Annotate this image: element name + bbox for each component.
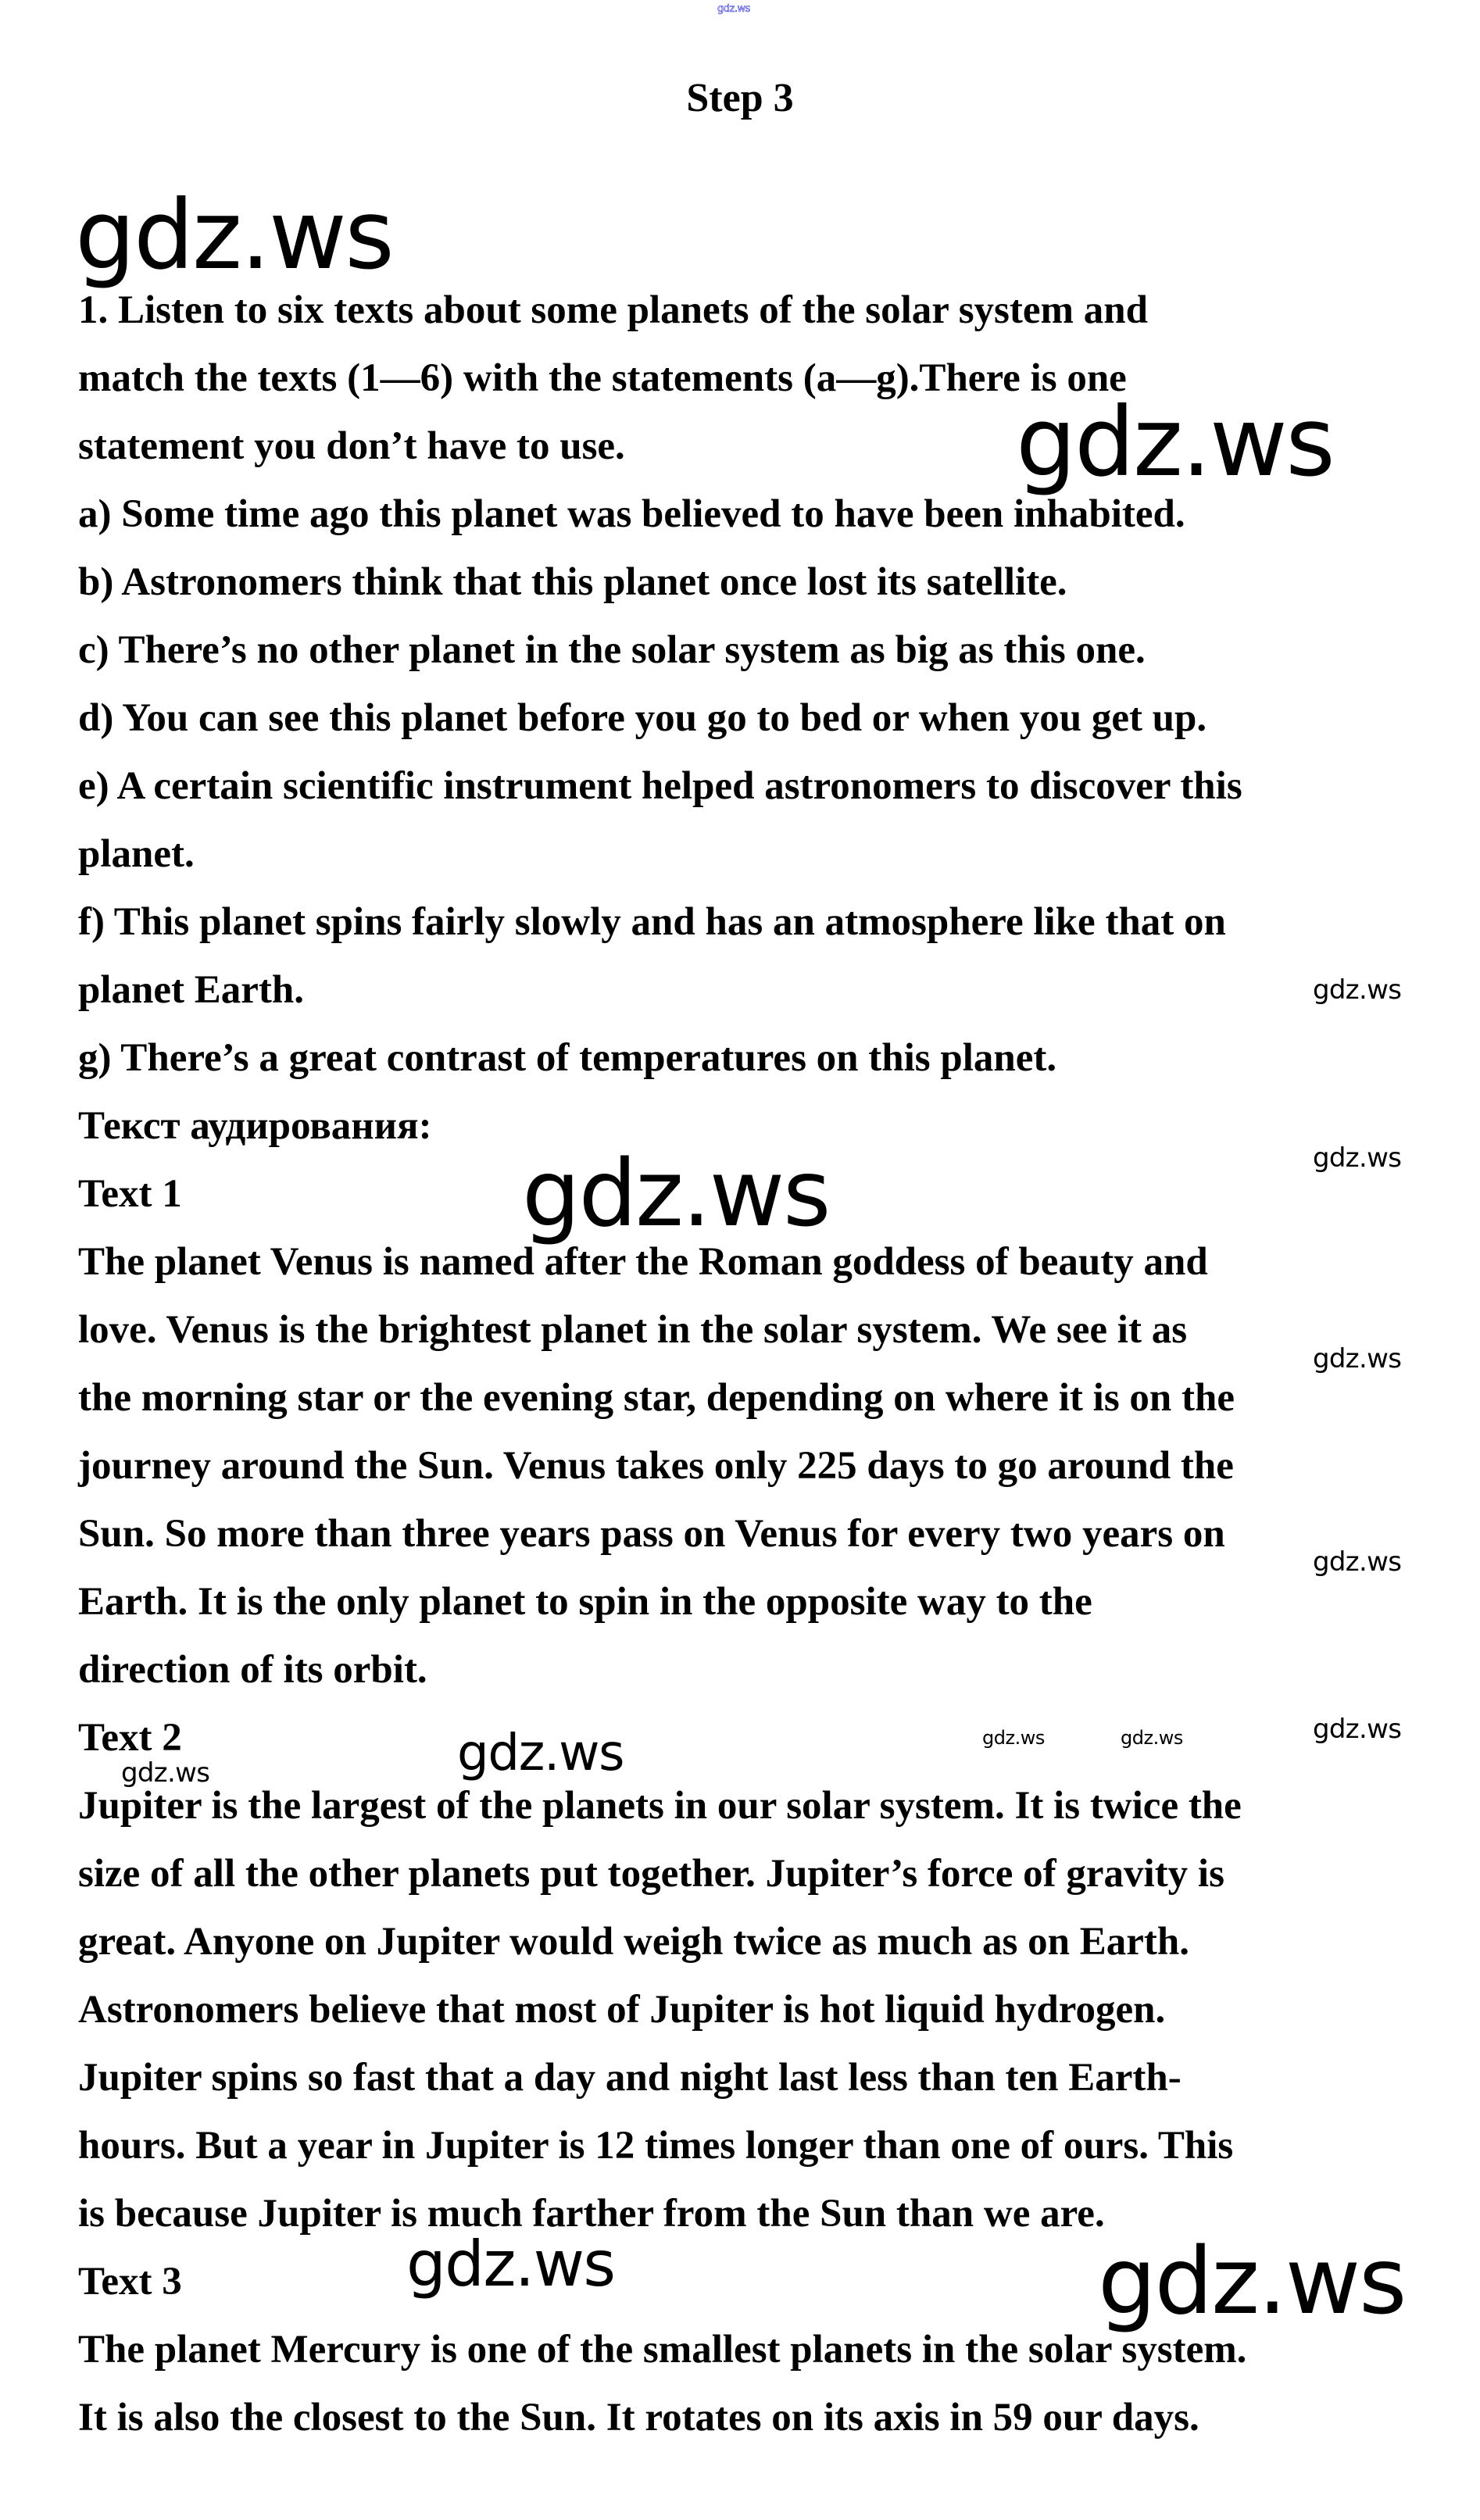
text-3-line: The planet Mercury is one of the smallest planets in the solar system. bbox=[78, 2328, 1247, 2372]
statement-g: g) There’s a great contrast of temperatures on this planet. bbox=[78, 1036, 1057, 1080]
watermark: gdz.ws bbox=[406, 2228, 615, 2300]
instruction-line: statement you don’t have to use. bbox=[78, 424, 625, 468]
top-watermark: gdz.ws bbox=[717, 3, 750, 15]
page-title: Step 3 bbox=[686, 76, 794, 120]
text-2-line: is because Jupiter is much farther from the Sun than we are. bbox=[78, 2192, 1105, 2236]
text-3-line: It is also the closest to the Sun. It rotates on its axis in 59 our days. bbox=[78, 2396, 1199, 2440]
watermark: gdz.ws bbox=[1121, 1727, 1183, 1749]
statement-e: e) A certain scientific instrument helped astronomers to discover this bbox=[78, 764, 1242, 808]
instruction-line: 1. Listen to six texts about some planets of the solar system and bbox=[78, 288, 1148, 332]
text-1-line: Sun. So more than three years pass on Venus for every two years on bbox=[78, 1512, 1225, 1556]
listening-heading: Текст аудирования: bbox=[78, 1104, 432, 1148]
text-2-heading: Text 2 bbox=[78, 1716, 182, 1760]
statement-d: d) You can see this planet before you go to bed or when you get up. bbox=[78, 696, 1207, 740]
text-1-heading: Text 1 bbox=[78, 1172, 182, 1216]
statement-e-cont: planet. bbox=[78, 832, 195, 876]
text-2-line: Astronomers believe that most of Jupiter is hot liquid hydrogen. bbox=[78, 1988, 1166, 2032]
text-1-line: journey around the Sun. Venus takes only 225 days to go around the bbox=[78, 1444, 1234, 1488]
statement-b: b) Astronomers think that this planet once lost its satellite. bbox=[78, 560, 1067, 604]
statement-f-cont: planet Earth. bbox=[78, 968, 305, 1012]
watermark: gdz.ws bbox=[1098, 2227, 1406, 2335]
text-1-line: Earth. It is the only planet to spin in the opposite way to the bbox=[78, 1580, 1092, 1624]
watermark: gdz.ws bbox=[1313, 1343, 1402, 1374]
text-3-heading: Text 3 bbox=[78, 2260, 182, 2304]
statement-c: c) There’s no other planet in the solar system as big as this one. bbox=[78, 628, 1146, 672]
text-1-line: direction of its orbit. bbox=[78, 1648, 427, 1692]
text-1-line: the morning star or the evening star, depending on where it is on the bbox=[78, 1376, 1235, 1420]
text-1-line: love. Venus is the brightest planet in the solar system. We see it as bbox=[78, 1308, 1188, 1352]
statement-f: f) This planet spins fairly slowly and has an atmosphere like that on bbox=[78, 900, 1226, 944]
watermark: gdz.ws bbox=[1016, 387, 1334, 498]
statement-a: a) Some time ago this planet was believed to have been inhabited. bbox=[78, 492, 1185, 536]
watermark: gdz.ws bbox=[522, 1139, 830, 1247]
text-2-line: hours. But a year in Jupiter is 12 times longer than one of ours. This bbox=[78, 2124, 1234, 2168]
watermark: gdz.ws bbox=[121, 1757, 210, 1789]
watermark: gdz.ws bbox=[982, 1727, 1045, 1749]
text-2-line: great. Anyone on Jupiter would weigh twice as much as on Earth. bbox=[78, 1920, 1189, 1964]
text-2-line: size of all the other planets put together. Jupiter’s force of gravity is bbox=[78, 1852, 1224, 1896]
watermark: gdz.ws bbox=[75, 180, 393, 291]
text-2-line: Jupiter spins so fast that a day and night last less than ten Earth- bbox=[78, 2056, 1181, 2100]
watermark: gdz.ws bbox=[1313, 1546, 1402, 1578]
watermark: gdz.ws bbox=[1313, 1142, 1402, 1174]
watermark: gdz.ws bbox=[1313, 974, 1402, 1006]
text-2-line: Jupiter is the largest of the planets in our solar system. It is twice the bbox=[78, 1784, 1242, 1828]
watermark: gdz.ws bbox=[1313, 1714, 1402, 1745]
text-1-line: The planet Venus is named after the Roman goddess of beauty and bbox=[78, 1240, 1208, 1284]
watermark: gdz.ws bbox=[457, 1725, 624, 1782]
instruction-line: match the texts (1—6) with the statements (a—g).There is one bbox=[78, 356, 1127, 400]
